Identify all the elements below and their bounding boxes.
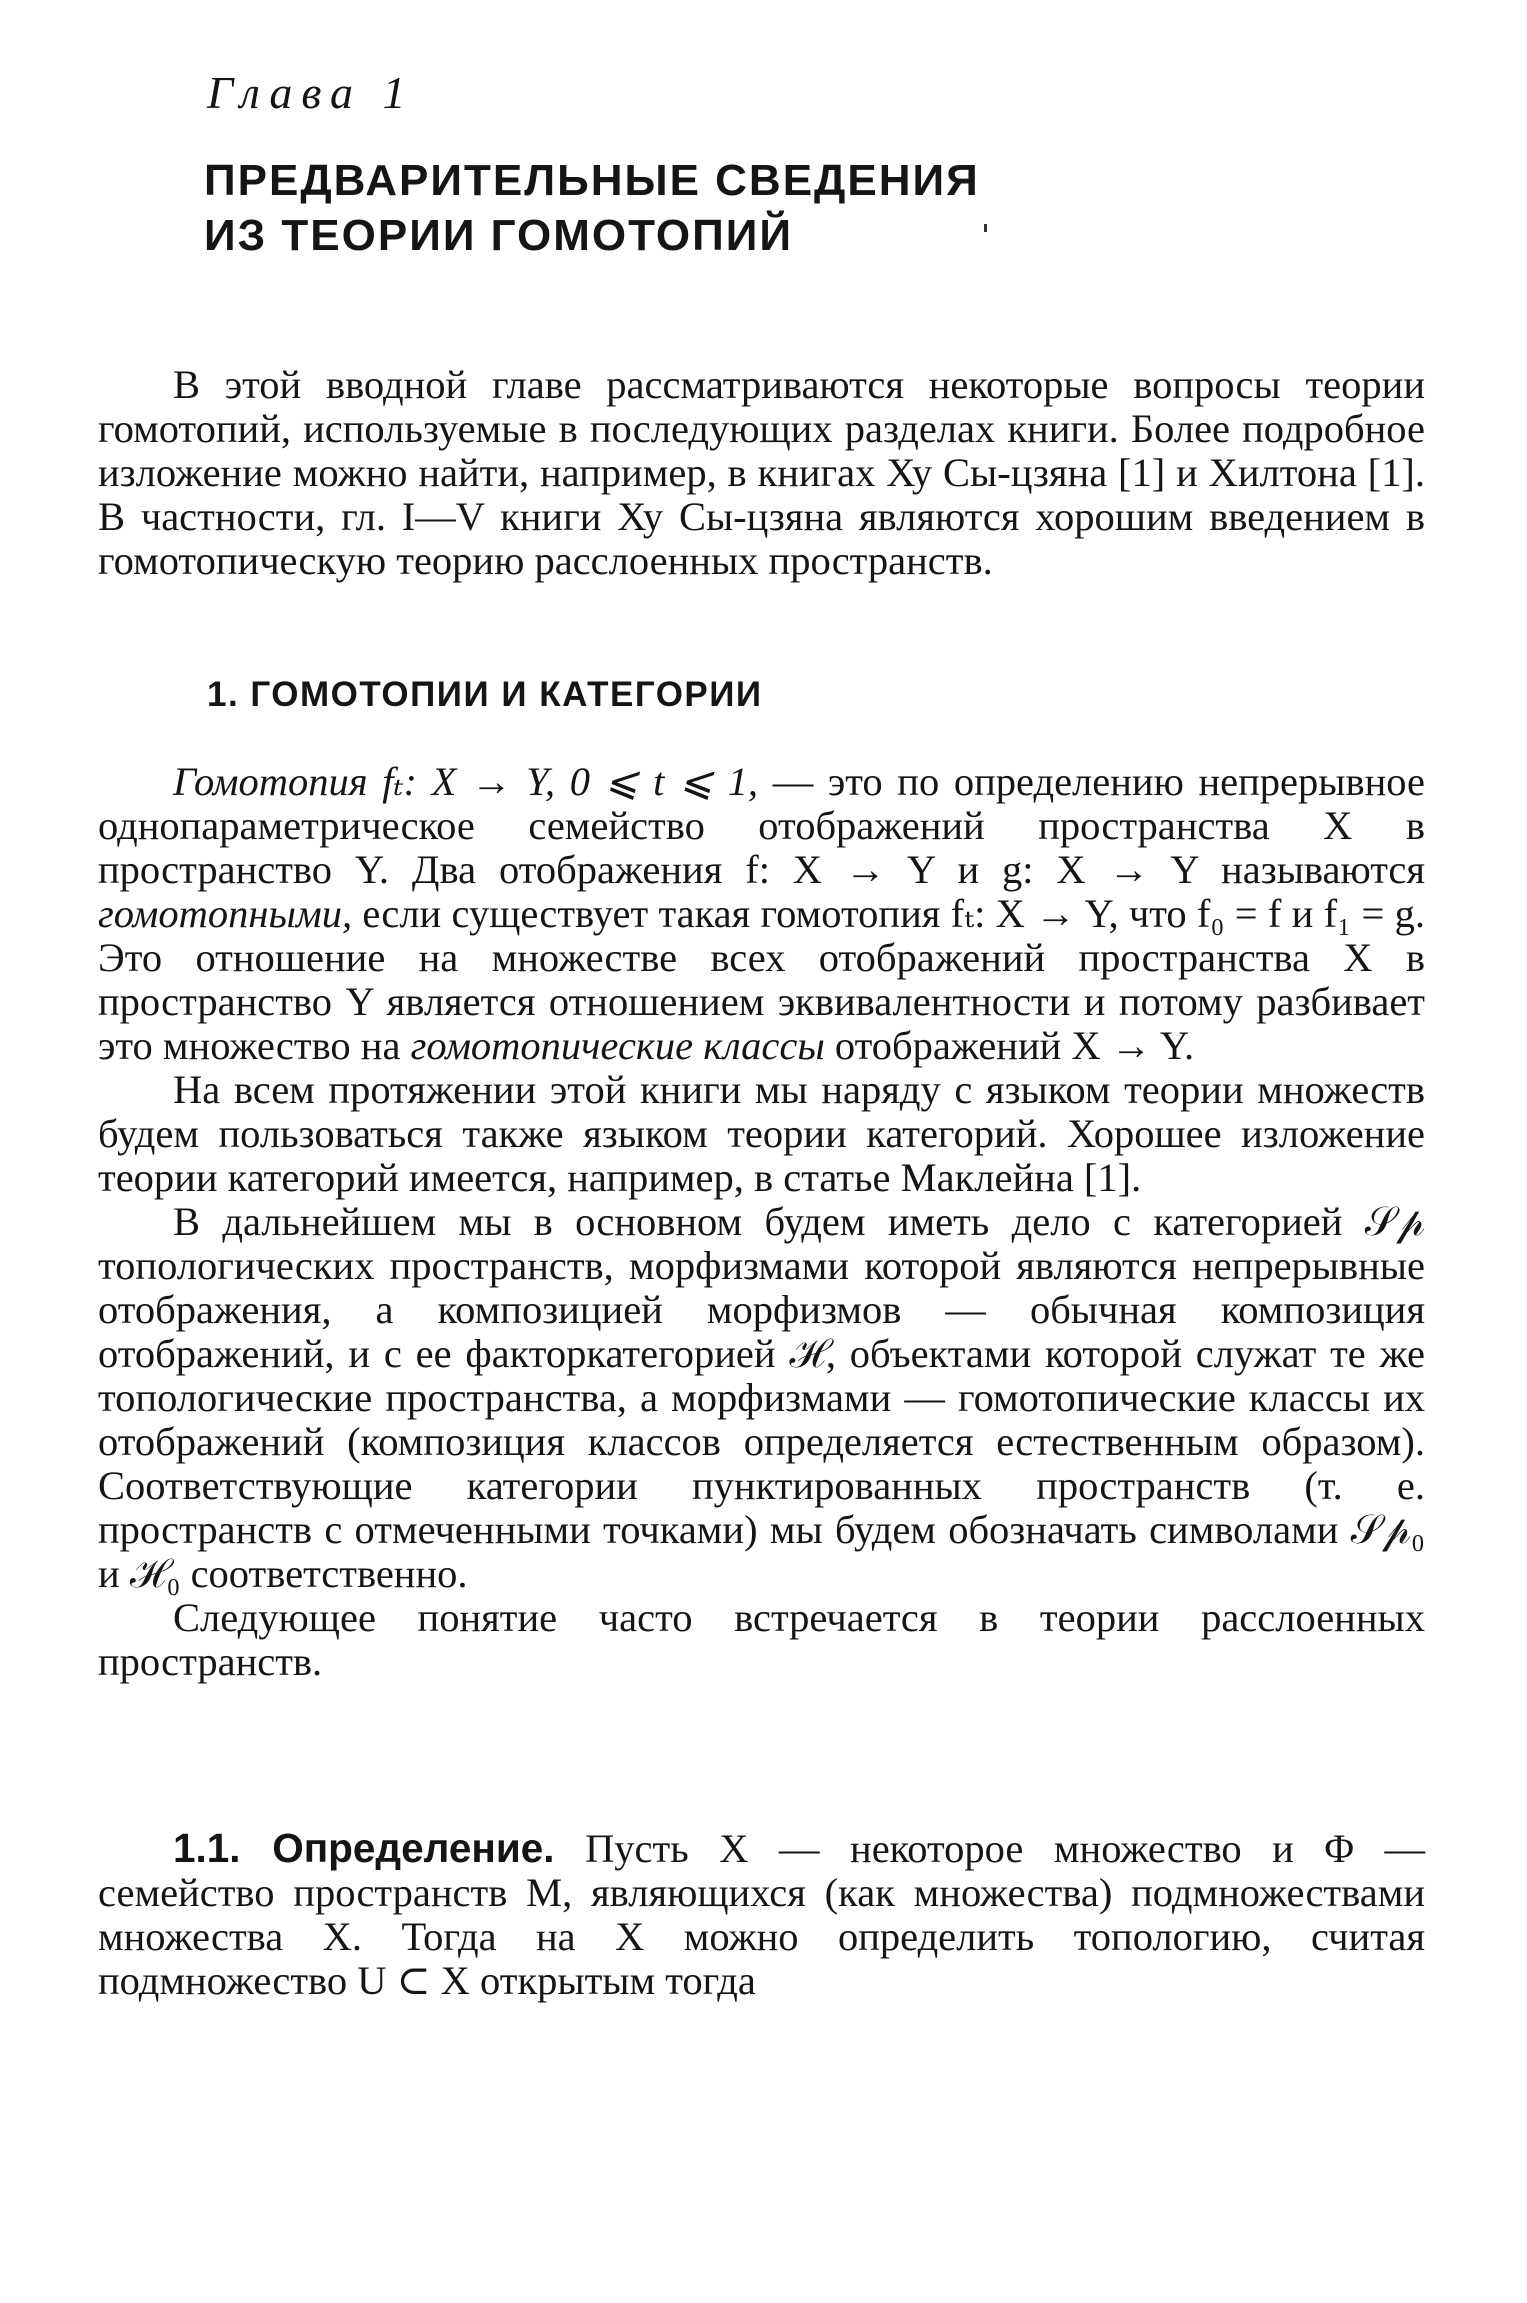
- print-speck: [984, 224, 987, 232]
- chapter-title-line-1: ПРЕДВАРИТЕЛЬНЫЕ СВЕДЕНИЯ: [204, 156, 980, 205]
- chapter-label: Глава 1: [207, 67, 415, 118]
- intro-paragraph: В этой вводной главе рассматриваются некоторые вопросы теории гомотопий, используемые в последующих разделах книги. Более подробное изложение можно найти, например, в книгах Ху Сы-цзяна [1] и Хилтона [1]. В частности, гл. I—V книги Ху Сы-цзяна являются хорошим введением в гомотопическую теорию расслоенных пространств.: [98, 362, 1425, 583]
- categories-paragraph: На всем протяжении этой книги мы наряду с языком теории множеств будем пользоваться также языком теории категорий. Хорошее изложение теории категорий имеется, например, в статье Маклейна [1].: [98, 1067, 1425, 1200]
- homotopy-text-3: отображений X → Y.: [834, 1023, 1195, 1068]
- homotopy-text-1: — это по определению непрерывное однопараметрическое семейство отображений пространства X в пространство Y. Два отображения f: X → Y и g: X → Y называются: [98, 759, 1425, 892]
- term-homotopy-classes: гомотопические классы: [410, 1023, 825, 1068]
- homotopy-text-2: если существует такая гомотопия fₜ: X → Y, что f₀ = f и f₁ = g. Это отношение на множестве всех отображений пространства X в пространство Y является отношением эквивалентности и потому разбивает это множество на: [98, 891, 1425, 1068]
- homotopy-paragraph: [98, 760, 1425, 1068]
- section-1-body: [98, 760, 1425, 1684]
- term-homotopy: Гомотопия: [173, 759, 368, 804]
- category-top-paragraph: В дальнейшем мы в основном будем иметь дело с категорией 𝒮𝓅 топологических пространств, морфизмами которой являются непрерывные отображения, а композицией морфизмов — обычная композиция отображений, и с ее факторкатегорией ℋ, объектами которой служат те же топологические пространства, а морфизмами — гомотопические классы их отображений (композиция классов определяется естественным образом). Соответствующие категории пунктированных пространств (т. е. пространств с отмеченными точками) мы будем обозначать символами 𝒮𝓅₀ и ℋ₀ соответственно.: [98, 1199, 1425, 1596]
- chapter-title: [204, 153, 980, 263]
- definition-text: Пусть X — некоторое множество и Φ — семейство пространств M, являющихся (как множества) подмножествами множества X. Тогда на X можно определить топологию, считая подмножество U ⊂ X открытым тогда: [98, 1826, 1426, 2003]
- intro-section: [98, 363, 1425, 583]
- definition-1-1: [98, 1826, 1425, 2003]
- term-homotopic: гомотопными,: [98, 891, 353, 936]
- fibered-spaces-paragraph: Следующее понятие часто встречается в теории расслоенных пространств.: [98, 1595, 1425, 1684]
- definition-label: 1.1. Определение.: [173, 1825, 555, 1871]
- homotopy-formula: fₜ: X → Y, 0 ⩽ t ⩽ 1,: [382, 759, 759, 804]
- chapter-title-line-2: ИЗ ТЕОРИИ ГОМОТОПИЙ: [204, 211, 794, 260]
- definition-paragraph: [98, 1826, 1425, 2003]
- section-heading: 1. ГОМОТОПИИ И КАТЕГОРИИ: [207, 675, 763, 714]
